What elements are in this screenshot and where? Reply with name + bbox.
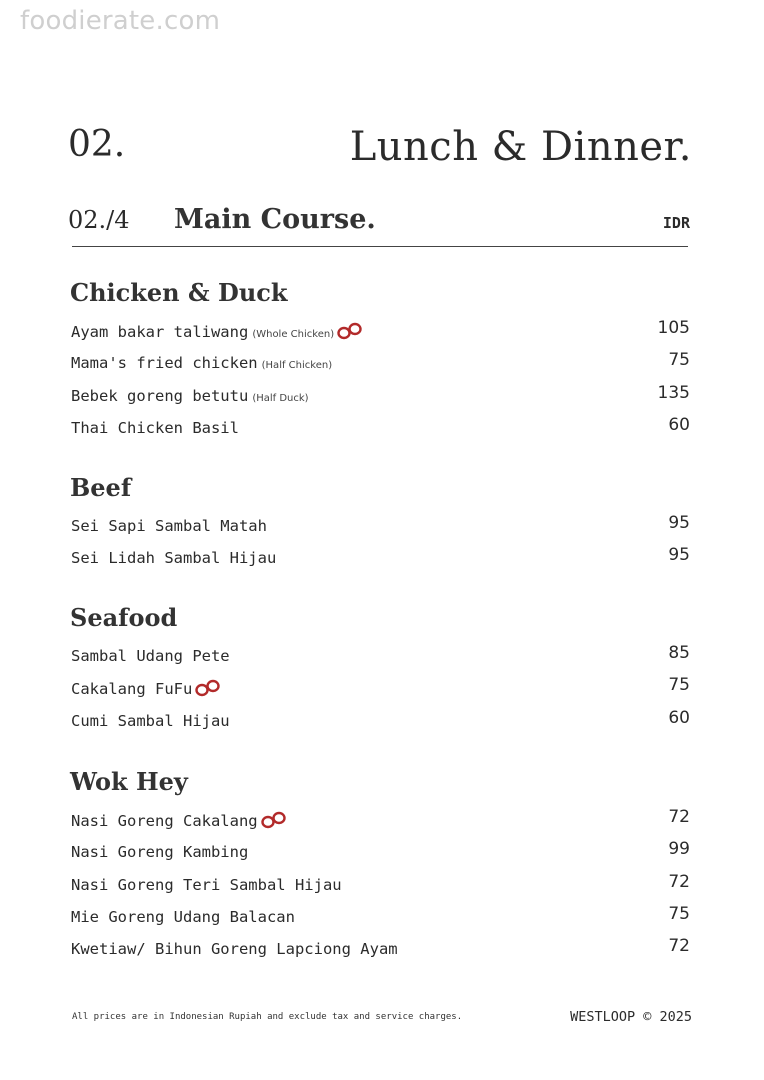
menu-item [70, 383, 690, 415]
item-price: 60 [668, 414, 690, 435]
item-price: 75 [668, 350, 690, 371]
menu-section [70, 473, 690, 578]
item-name [71, 322, 365, 344]
section-title: Chicken & Duck [70, 278, 288, 307]
item-name-text: Mie Goreng Udang Balacan [71, 907, 295, 926]
item-name-text: Sei Lidah Sambal Hijau [71, 549, 277, 568]
item-name [71, 517, 267, 535]
header-divider [72, 246, 688, 247]
menu-section [70, 278, 690, 447]
section-title: Wok Hey [70, 767, 188, 796]
section-header [68, 206, 690, 240]
item-name-text: Sambal Udang Pete [71, 647, 230, 665]
page-header [68, 124, 692, 176]
item-name-text: Nasi Goreng Cakalang [71, 812, 258, 830]
item-name [71, 419, 239, 437]
menu-section [70, 767, 690, 968]
item-name-text: Kwetiaw/ Bihun Goreng Lapciong Ayam [71, 940, 398, 959]
item-price: 72 [668, 871, 690, 892]
item-price: 85 [668, 643, 690, 663]
item-price: 105 [657, 318, 690, 338]
menu-item [70, 872, 690, 904]
item-name-text: Bebek goreng betutu [71, 386, 249, 405]
menu-item [70, 904, 690, 936]
item-price: 95 [668, 513, 690, 533]
chili-icon [337, 322, 365, 344]
menu-item [70, 675, 690, 707]
item-name [71, 647, 230, 665]
item-note: (Half Chicken) [261, 360, 333, 372]
menu-item [70, 415, 690, 447]
chapter-number: 02. [68, 124, 126, 165]
item-name-text: Sei Sapi Sambal Matah [71, 517, 267, 535]
item-name [71, 811, 289, 833]
item-name-text: Cumi Sambal Hijau [71, 711, 230, 730]
item-price: 72 [668, 936, 690, 957]
item-name [71, 354, 332, 372]
menu-item [70, 545, 690, 577]
menu-item [70, 318, 690, 350]
item-name [71, 712, 230, 730]
footer-brand: WESTLOOP © 2025 [570, 1009, 692, 1025]
item-name [71, 387, 309, 405]
menu-item [70, 807, 690, 839]
item-name [71, 549, 276, 567]
subsection-title: Main Course. [174, 204, 376, 235]
item-price: 72 [668, 807, 690, 827]
menu-item [70, 350, 690, 382]
subsection-number: 02./4 [68, 206, 130, 234]
footer-note: All prices are in Indonesian Rupiah and exclude tax and service charges. [72, 1012, 463, 1022]
currency-label: IDR [662, 214, 690, 232]
item-name-text: Nasi Goreng Kambing [71, 843, 249, 862]
item-price: 75 [668, 675, 690, 696]
item-name-text: Ayam bakar taliwang [71, 323, 249, 341]
chili-icon [195, 679, 223, 701]
section-title: Seafood [70, 603, 178, 632]
item-price: 75 [668, 903, 690, 924]
item-name [71, 679, 223, 701]
item-price: 60 [668, 707, 690, 728]
menu-item [70, 513, 690, 545]
page-title: Lunch & Dinner. [349, 124, 692, 170]
chili-icon [261, 811, 289, 833]
menu-item [70, 708, 690, 740]
menu-item [70, 936, 690, 968]
section-title: Beef [70, 473, 132, 502]
item-note: (Whole Chicken) [252, 329, 335, 340]
item-name-text: Cakalang FuFu [71, 680, 193, 699]
item-name-text: Mama's fried chicken [71, 354, 258, 373]
item-note: (Half Duck) [252, 392, 309, 404]
item-name-text: Thai Chicken Basil [71, 418, 239, 437]
item-name [71, 908, 295, 926]
menu-item [70, 643, 690, 675]
item-price: 95 [668, 545, 690, 566]
watermark: foodierate.com [20, 6, 221, 36]
item-price: 99 [668, 839, 690, 860]
item-name [71, 876, 342, 894]
item-name [71, 940, 398, 958]
item-name-text: Nasi Goreng Teri Sambal Hijau [71, 875, 342, 894]
menu-item [70, 839, 690, 871]
item-price: 135 [657, 382, 690, 403]
menu-section [70, 603, 690, 740]
item-name [71, 843, 248, 861]
